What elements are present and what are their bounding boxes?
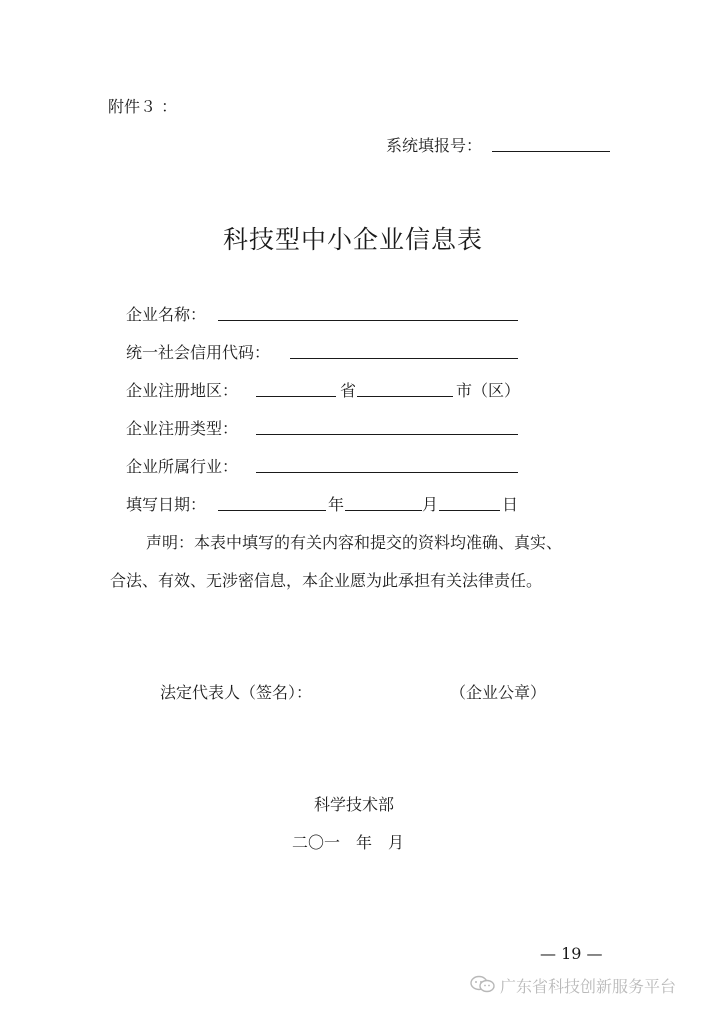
company-name-field[interactable] (218, 320, 518, 321)
year-unit: 年 (328, 495, 345, 514)
credit-code-field[interactable] (290, 358, 518, 359)
province-unit: 省 (340, 381, 357, 400)
month-field[interactable] (345, 510, 422, 511)
month-unit: 月 (422, 495, 439, 514)
page-title: 科技型中小企业信息表 (223, 225, 484, 254)
year-field[interactable] (218, 510, 326, 511)
declaration-line-1: 声明：本表中填写的有关内容和提交的资料均准确、真实、 (146, 533, 563, 552)
province-field[interactable] (256, 396, 336, 397)
wechat-icon (470, 975, 496, 993)
city-field[interactable] (357, 396, 453, 397)
declaration-line-2: 合法、有效、无涉密信息，本企业愿为此承担有关法律责任。 (110, 571, 543, 590)
legal-representative-signature: 法定代表人（签名）： (160, 683, 313, 702)
city-unit: 市（区） (456, 381, 521, 400)
system-number-field[interactable] (492, 151, 610, 152)
day-unit: 日 (502, 495, 519, 514)
region-label: 企业注册地区： (126, 381, 239, 400)
day-field[interactable] (439, 510, 500, 511)
company-name-label: 企业名称： (126, 305, 207, 324)
industry-label: 企业所属行业： (126, 457, 239, 476)
footer-date: 二〇一 年 月 (292, 833, 405, 852)
watermark-text: 广东省科技创新服务平台 (500, 977, 677, 996)
registration-type-label: 企业注册类型： (126, 419, 239, 438)
company-seal: （企业公章） (450, 683, 547, 702)
page-number: — 19 — (540, 944, 603, 963)
attachment-label: 附件３ ： (108, 97, 178, 116)
credit-code-label: 统一社会信用代码： (126, 343, 271, 362)
ministry-name: 科学技术部 (314, 795, 395, 814)
fill-date-label: 填写日期： (126, 495, 207, 514)
system-number-label: 系统填报号： (386, 136, 483, 155)
registration-type-field[interactable] (256, 434, 518, 435)
industry-field[interactable] (256, 472, 518, 473)
